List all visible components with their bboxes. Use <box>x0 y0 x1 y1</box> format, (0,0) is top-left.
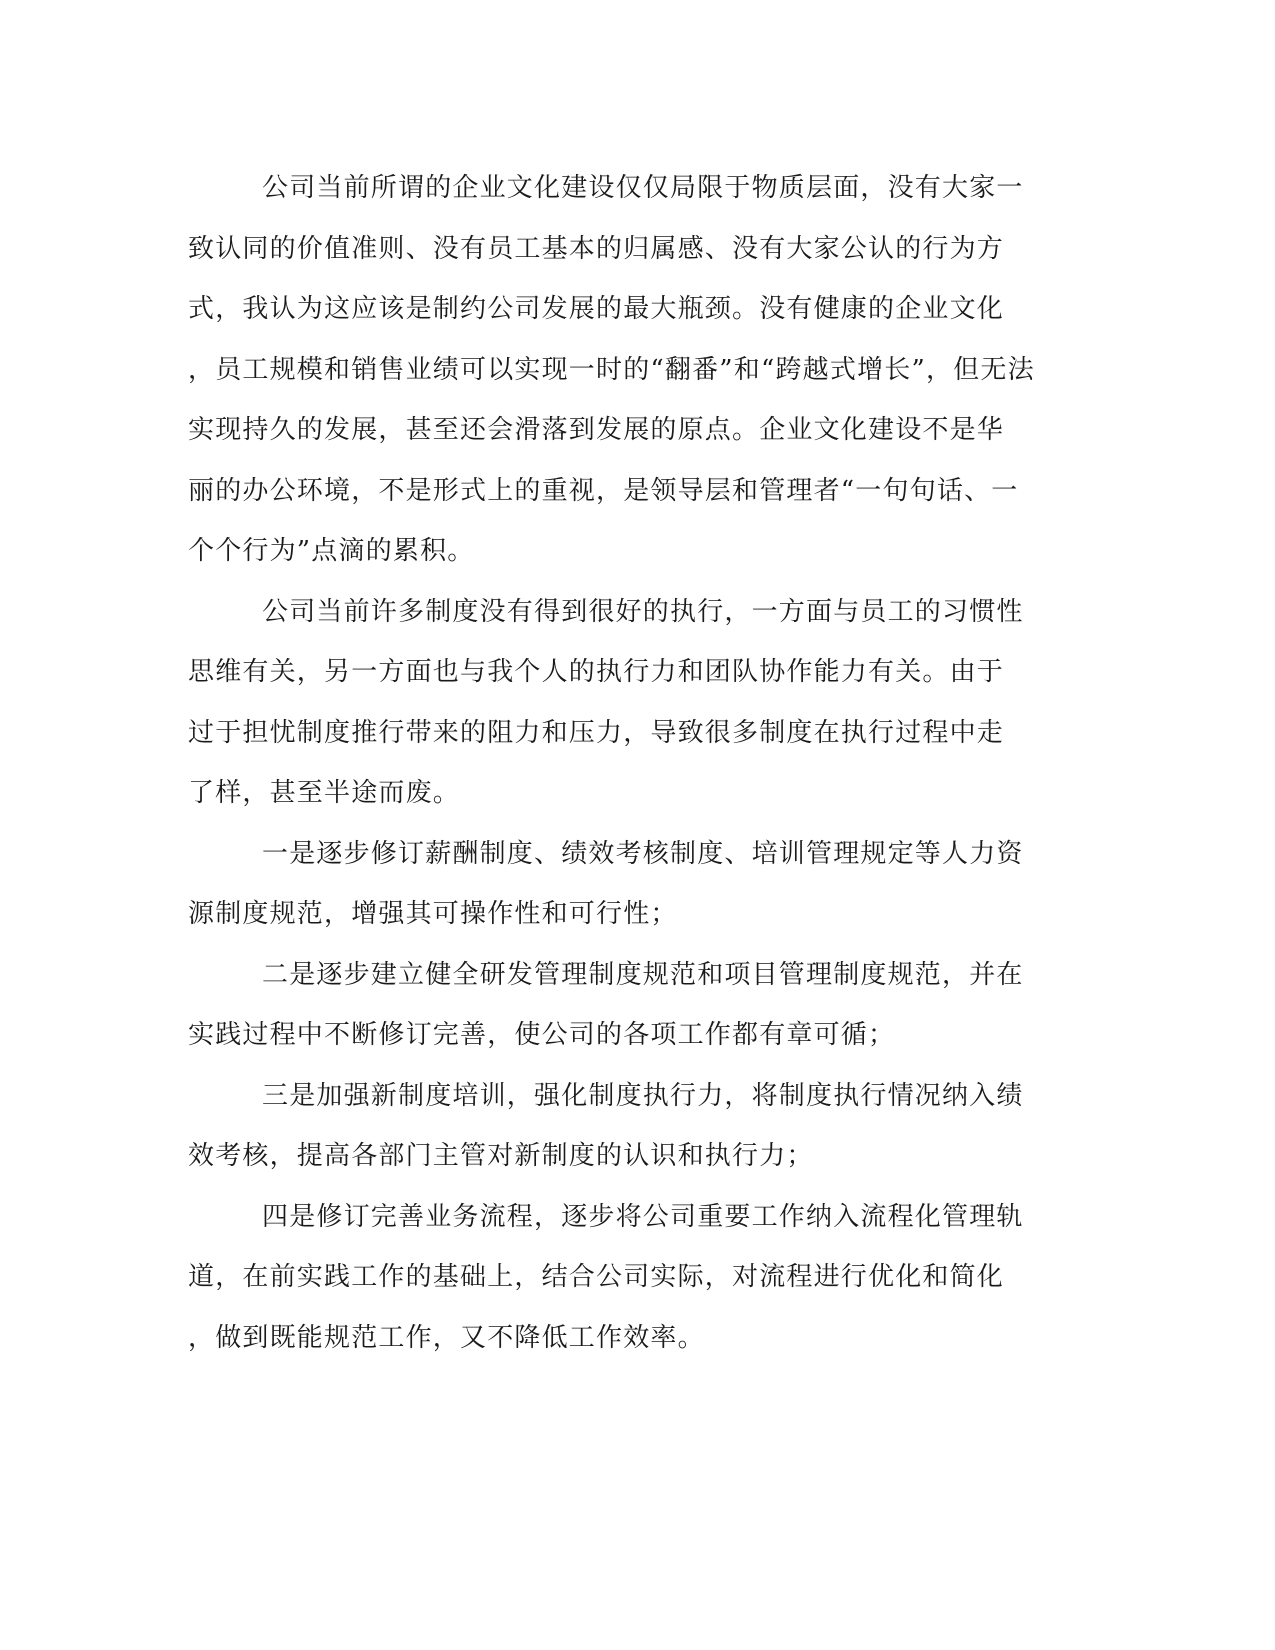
text-line: 过于担忧制度推行带来的阻力和压力，导致很多制度在执行过程中走 <box>188 717 1005 748</box>
text-line: 思维有关，另一方面也与我个人的执行力和团队协作能力有关。由于 <box>188 657 1005 687</box>
document-body <box>188 158 1078 1368</box>
text-line: 实践过程中不断修订完善，使公司的各项工作都有章可循； <box>188 1020 896 1050</box>
text-line: 个个行为”点滴的累积。 <box>188 536 475 566</box>
text-line: 公司当前许多制度没有得到很好的执行，一方面与员工的习惯性 <box>262 596 1024 627</box>
text-line: ，做到既能规范工作，又不降低工作效率。 <box>188 1322 705 1353</box>
text-line: 实现持久的发展，甚至还会滑落到发展的原点。企业文化建设不是华 <box>188 415 1005 445</box>
text-line: 一是逐步修订薪酬制度、绩效考核制度、培训管理规定等人力资 <box>262 838 1024 869</box>
text-line: 致认同的价值准则、没有员工基本的归属感、没有大家公认的行为方 <box>188 233 1005 264</box>
text-line: ，员工规模和销售业绩可以实现一时的“翻番”和“跨越式增长”，但无法 <box>188 354 1035 385</box>
text-line: 四是修订完善业务流程，逐步将公司重要工作纳入流程化管理轨 <box>262 1201 1024 1232</box>
text-line: 了样，甚至半途而废。 <box>188 778 461 808</box>
text-line: 丽的办公环境，不是形式上的重视，是领导层和管理者“一句句话、一 <box>188 475 1019 506</box>
text-line: 源制度规范，增强其可操作性和可行性； <box>188 899 678 929</box>
text-line: 式，我认为这应该是制约公司发展的最大瓶颈。没有健康的企业文化 <box>188 294 1005 324</box>
text-line: 三是加强新制度培训，强化制度执行力，将制度执行情况纳入绩 <box>262 1080 1024 1111</box>
text-line: 公司当前所谓的企业文化建设仅仅局限于物质层面，没有大家一 <box>262 173 1024 203</box>
text-line: 效考核，提高各部门主管对新制度的认识和执行力； <box>188 1141 814 1171</box>
text-line: 二是逐步建立健全研发管理制度规范和项目管理制度规范，并在 <box>262 959 1024 990</box>
text-line: 道，在前实践工作的基础上，结合公司实际，对流程进行优化和简化 <box>188 1262 1005 1292</box>
